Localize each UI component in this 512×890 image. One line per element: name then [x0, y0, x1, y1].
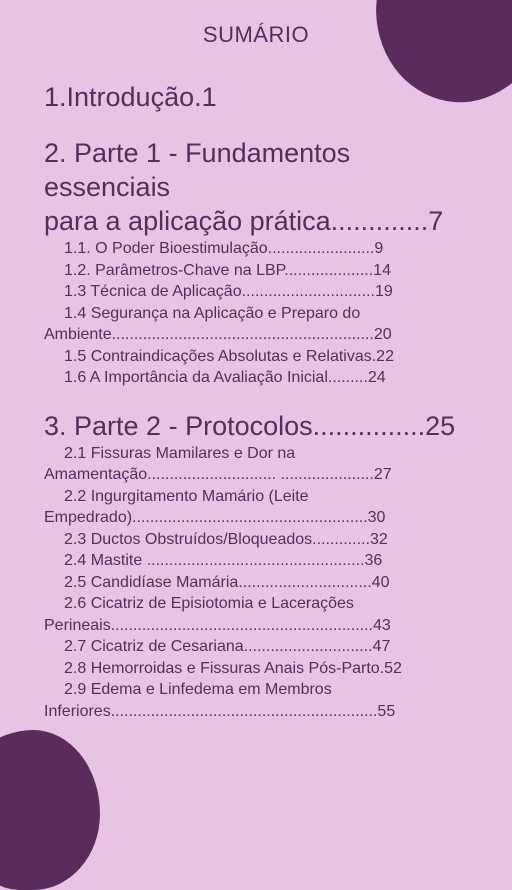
toc-item-continuation: Amamentação............................. .....................27: [44, 466, 392, 483]
toc-item: 1.1. O Poder Bioestimulação........................9: [64, 240, 384, 257]
toc-item: 1.4 Segurança na Aplicação e Preparo do: [64, 304, 361, 322]
toc-part2-heading: 3. Parte 2 - Protocolos...............25: [44, 410, 456, 441]
toc-item-continuation: Perineais...........................................................43: [44, 616, 391, 634]
toc-item-continuation: Ambiente...........................................................20: [44, 326, 392, 343]
toc-item: 2.4 Mastite .................................................36: [64, 552, 383, 569]
toc-item-continuation: Empedrado).....................................................30: [44, 509, 386, 526]
page-title: SUMÁRIO: [202, 22, 310, 47]
toc-item: 2.5 Candidíase Mamária..............................40: [64, 573, 390, 591]
toc-item: 1.5 Contraindicações Absolutas e Relativas.22: [64, 347, 394, 365]
toc-part1-heading-line1: 2. Parte 1 - Fundamentos essenciais: [44, 138, 351, 202]
toc-item: 1.3 Técnica de Aplicação..............................19: [64, 283, 393, 300]
toc-part1-heading-line2: para a aplicação prática.............7: [44, 206, 444, 236]
decorative-blob-bottom-left: [0, 730, 100, 890]
toc-introduction: 1.Introdução.1: [44, 82, 217, 112]
toc-item: 2.3 Ductos Obstruídos/Bloqueados.............32: [64, 530, 388, 548]
toc-item: 2.7 Cicatriz de Cesariana.............................47: [64, 638, 391, 655]
toc-item: 2.8 Hemorroidas e Fissuras Anais Pós-Parto.52: [64, 659, 402, 677]
table-of-contents: [44, 80, 480, 722]
toc-item: 2.1 Fissuras Mamilares e Dor na: [64, 444, 296, 462]
toc-item: 2.6 Cicatriz de Episiotomia e Lacerações: [64, 595, 354, 612]
toc-item: 1.6 A Importância da Avaliação Inicial.........24: [64, 369, 386, 386]
toc-item: 2.9 Edema e Linfedema em Membros: [64, 681, 332, 698]
toc-item-continuation: Inferiores............................................................55: [44, 702, 396, 720]
toc-item: 2.2 Ingurgitamento Mamário (Leite: [64, 487, 309, 505]
toc-item: 1.2. Parâmetros-Chave na LBP....................14: [64, 261, 391, 279]
